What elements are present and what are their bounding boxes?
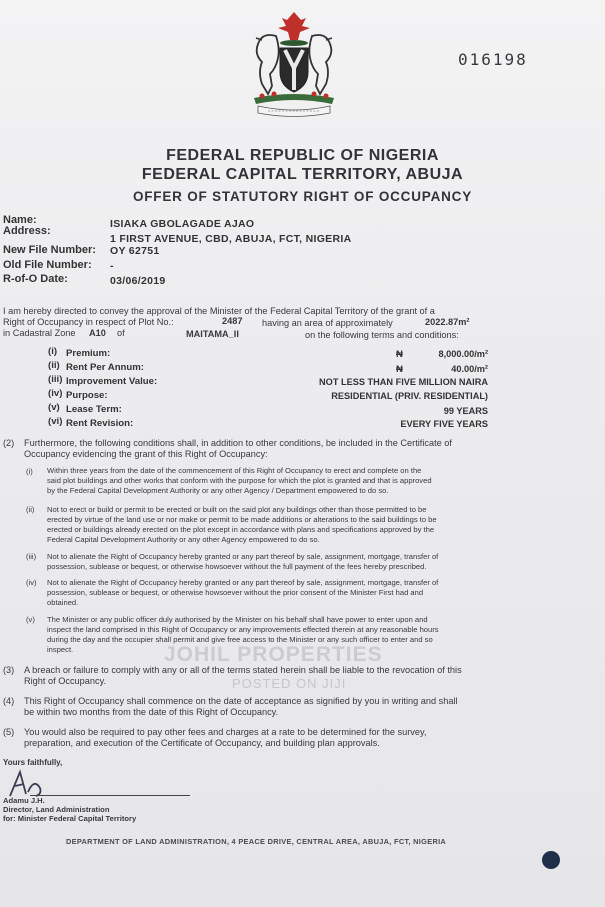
intro-area-text: having an area of approximately xyxy=(262,318,393,328)
condition-number: (iv) xyxy=(26,578,37,587)
intro-terms-text: on the following terms and conditions: xyxy=(305,330,459,340)
term-value: 8,000.00/m² xyxy=(438,349,488,359)
rofo-date-value: 03/06/2019 xyxy=(110,275,166,287)
condition-line: inspect. xyxy=(47,645,74,654)
condition-line: Not to erect or build or permit to be erected or built on the said plot any buildings other than those permitted to be xyxy=(47,505,427,514)
dark-dot-mark xyxy=(542,851,560,869)
term-num: (v) xyxy=(48,402,60,413)
condition-line: obtained. xyxy=(47,598,79,607)
para-5-line: preparation, and execution of the Certificate of Occupancy, and building plan approvals. xyxy=(24,738,380,748)
old-file-label: Old File Number: xyxy=(3,259,92,271)
rofo-date-label: R-of-O Date: xyxy=(3,273,68,285)
condition-line: erected by virtue of the land use or nor make or permit to be made additions or alterations to the said buildings to be xyxy=(47,515,437,524)
para-2-number: (2) xyxy=(3,438,15,448)
header-country: FEDERAL REPUBLIC OF NIGERIA xyxy=(166,147,439,164)
address-label: Address: xyxy=(3,225,51,237)
para-4-number: (4) xyxy=(3,696,15,706)
intro-line-1: I am hereby directed to convey the approval of the Minister of the Federal Capital Territory of the grant of a xyxy=(3,306,435,316)
naira-sign: ₦ xyxy=(396,349,403,360)
term-value: RESIDENTIAL (PRIV. RESIDENTIAL) xyxy=(331,391,488,401)
signature-line xyxy=(30,795,190,796)
condition-line: possession, sublease or bequest, or otherwise howsoever without the full payment of the fees hereby prescribed. xyxy=(47,562,427,571)
header-territory: FEDERAL CAPITAL TERRITORY, ABUJA xyxy=(141,166,464,183)
new-file-label: New File Number: xyxy=(3,244,96,256)
condition-number: (ii) xyxy=(26,505,35,514)
condition-number: (i) xyxy=(26,467,33,476)
address-value: 1 FIRST AVENUE, CBD, ABUJA, FCT, NIGERIA xyxy=(110,233,352,245)
condition-line: during the day and the occupier shall permit and give free access to the Minister or any such officer to enter and so xyxy=(47,635,433,644)
condition-line: Not to alienate the Right of Occupancy hereby granted or any part thereof by sale, assignment, mortgage, transfer of xyxy=(47,552,439,561)
district-name: MAITAMA_II xyxy=(186,329,239,339)
intro-zone-text: in Cadastral Zone xyxy=(3,328,76,338)
condition-line: said plot buildings and other works that conform with the purpose for which the plot is granted and that is approved xyxy=(47,476,432,485)
term-num: (vi) xyxy=(48,416,63,427)
term-value: 99 YEARS xyxy=(443,406,488,416)
condition-line: Not to alienate the Right of Occupancy hereby granted or any part thereof by sale, assignment, mortgage, transfer of xyxy=(47,578,439,587)
term-label: Lease Term: xyxy=(66,404,122,415)
term-num: (iv) xyxy=(48,388,63,399)
name-value: ISIAKA GBOLAGADE AJAO xyxy=(110,218,255,230)
term-value: NOT LESS THAN FIVE MILLION NAIRA xyxy=(319,377,488,387)
para-4-line: This Right of Occupancy shall commence on the date of acceptance as signified by you in writing and shall xyxy=(24,696,458,706)
condition-line: Within three years from the date of the commencement of this Right of Occupancy to erect and complete on the xyxy=(47,466,422,475)
new-file-value: OY 62751 xyxy=(110,245,160,257)
coat-of-arms-emblem xyxy=(232,10,356,118)
condition-number: (iii) xyxy=(26,552,37,561)
term-num: (ii) xyxy=(48,360,60,371)
para-3-line: Right of Occupancy. xyxy=(24,676,107,686)
old-file-value: - xyxy=(110,260,114,272)
para-2-line: Furthermore, the following conditions shall, in addition to other conditions, be included in the Certificate of xyxy=(24,438,452,448)
intro-of-text: of xyxy=(117,328,125,338)
signatory-name: Adamu J.H. xyxy=(3,796,45,805)
signatory-office: for: Minister Federal Capital Territory xyxy=(3,814,137,823)
serial-number: 016198 xyxy=(458,50,528,69)
condition-line: Federal Capital Development Authority or any other Agency empowered to do so. xyxy=(47,535,320,544)
para-4-line: be within two months from the date of this Right of Occupancy. xyxy=(24,707,279,717)
watermark-posted: POSTED ON JIJI xyxy=(232,676,347,691)
para-5-number: (5) xyxy=(3,727,15,737)
term-label: Improvement Value: xyxy=(66,376,158,387)
condition-line: possession, sublease or bequest, or otherwise howsoever without the prior consent of the Minister First had and xyxy=(47,588,424,597)
plot-number: 2487 xyxy=(222,316,243,326)
footer-address: DEPARTMENT OF LAND ADMINISTRATION, 4 PEACE DRIVE, CENTRAL AREA, ABUJA, FCT, NIGERIA xyxy=(66,837,447,846)
para-2-line: Occupancy evidencing the grant of this Right of Occupancy: xyxy=(24,449,268,459)
term-num: (iii) xyxy=(48,374,63,385)
para-3-line: A breach or failure to comply with any or all of the terms stated herein shall be liable to the revocation of this xyxy=(24,665,462,675)
cadastral-zone: A10 xyxy=(89,328,106,338)
name-label: Name: xyxy=(3,214,37,226)
closing-salutation: Yours faithfully, xyxy=(3,758,63,767)
condition-line: by the Federal Capital Development Authority or any other Agency / Department empowered to do so. xyxy=(47,486,389,495)
term-value: EVERY FIVE YEARS xyxy=(400,419,488,429)
watermark-company: JOHIL PROPERTIES xyxy=(164,643,383,666)
document-title: OFFER OF STATUTORY RIGHT OF OCCUPANCY xyxy=(132,189,473,204)
para-5-line: You would also be required to pay other fees and charges at a rate to be determined for the survey, xyxy=(24,727,427,737)
condition-line: erected or buildings already erected on the plot except in accordance with plans and specifications approved by the xyxy=(47,525,435,534)
term-num: (i) xyxy=(48,346,58,357)
intro-line-2: Right of Occupancy in respect of Plot No.: xyxy=(3,317,174,327)
term-label: Rent Revision: xyxy=(66,418,134,429)
condition-line: inspect the land comprised in this Right of Occupancy or any improvements effected therein at any reasonable hours xyxy=(47,625,439,634)
term-value: 40.00/m² xyxy=(451,364,488,374)
naira-sign: ₦ xyxy=(396,364,403,375)
plot-area: 2022.87m² xyxy=(425,317,470,327)
term-label: Premium: xyxy=(66,348,111,359)
condition-line: The Minister or any public officer duly authorised by the Minister on his behalf shall have power to enter upon and xyxy=(47,615,428,624)
condition-number: (v) xyxy=(26,615,35,624)
term-label: Rent Per Annum: xyxy=(66,362,144,373)
signatory-title: Director, Land Administration xyxy=(3,805,110,814)
term-label: Purpose: xyxy=(66,390,108,401)
para-3-number: (3) xyxy=(3,665,15,675)
